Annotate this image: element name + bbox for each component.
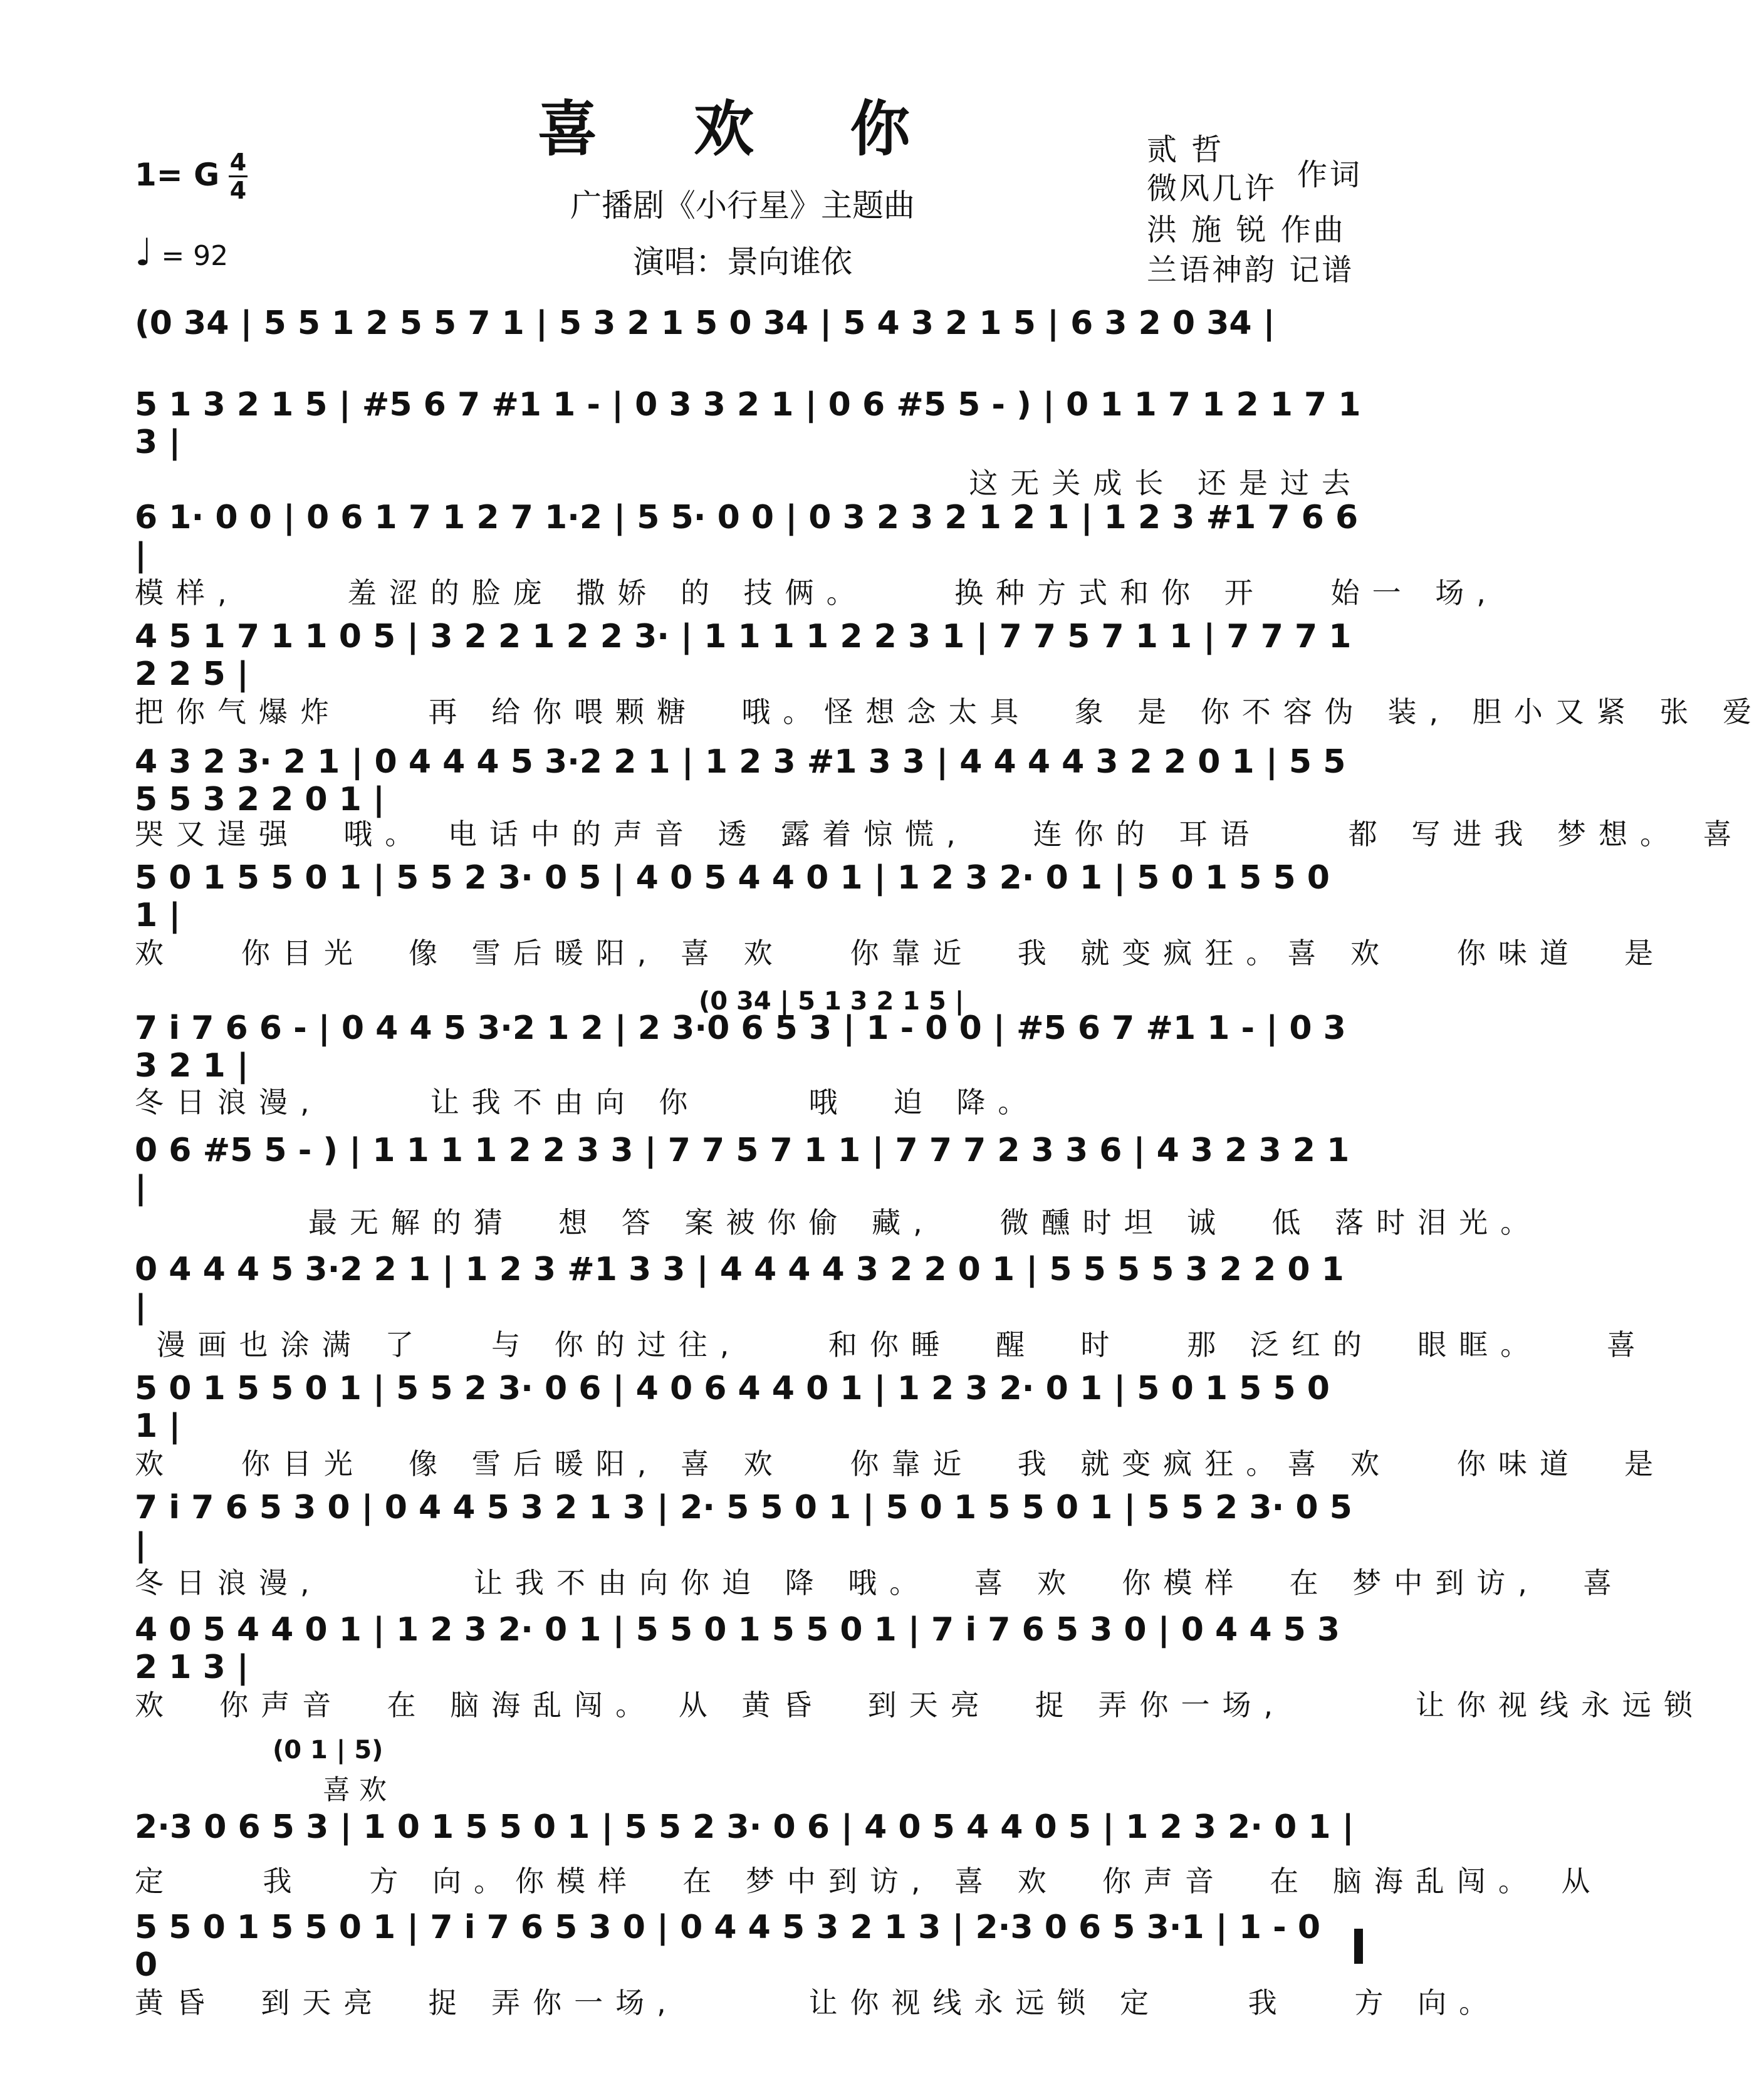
time-signature [226,150,251,202]
notation-line: 5 5 0 1 5 5 0 1 | 7 i 7 6 5 3 0 | 0 4 4 5 3 2 1 3 | 2·3 0 6 5 3·1 | 1 - 0 0 [135,1909,1321,1984]
notation-line: (0 34 | 5 5 1 2 5 5 7 1 | 5 3 2 1 5 0 34 | 5 4 3 2 1 5 | 6 3 2 0 34 | [135,305,1275,342]
lyric-line: 哭又逞强 哦。 电话中的声音 透 露着惊慌, 连你的 耳语 都 写进我 梦想。 喜 [135,817,1745,851]
page-title: 喜 欢 你 [537,93,948,164]
notation-line: 4 0 5 4 4 0 1 | 1 2 3 2· 0 1 | 5 5 0 1 5 5 0 1 | 7 i 7 6 5 3 0 | 0 4 4 5 3 2 1 3 | [135,1611,1340,1686]
notation-line: 2·3 0 6 5 3 | 1 0 1 5 5 0 1 | 5 5 2 3· 0 6 | 4 0 5 4 4 0 5 | 1 2 3 2· 0 1 | [135,1808,1354,1846]
credit-composer: 洪 施 锐 作曲 [1147,212,1346,248]
notation-line: 0 6 #5 5 - ) | 1 1 1 1 2 2 3 3 | 7 7 5 7 1 1 | 7 7 7 2 3 3 6 | 4 3 2 3 2 1 | [135,1132,1350,1207]
auxiliary-notation: (0 1 | 5) [273,1736,384,1765]
lyric-line: 这无关成长 还是过去 [969,466,1363,500]
time-signature-bottom: 4 [229,177,247,204]
lyric-line: 欢 你目光 像 雪后暖阳, 喜 欢 你靠近 我 就变疯狂。喜 欢 你味道 是 [135,1447,1666,1481]
lyric-line: 黄昏 到天亮 捉 弄你一场, 让你视线永远锁 定 我 方 向。 [135,1986,1501,2020]
credit-lyricist-2: 微风几许 [1147,171,1278,206]
lyric-line: 冬日浪漫, 让我不由向你迫 降 哦。 喜 欢 你模样 在 梦中到访, 喜 [135,1566,1625,1600]
key-signature: 1= G [135,157,220,193]
singer: 演唱：景向谁依 [633,244,852,280]
notation-line: 5 0 1 5 5 0 1 | 5 5 2 3· 0 5 | 4 0 5 4 4 0 1 | 1 2 3 2· 0 1 | 5 0 1 5 5 0 1 | [135,859,1330,934]
lyric-line: 欢 你目光 像 雪后暖阳, 喜 欢 你靠近 我 就变疯狂。喜 欢 你味道 是 [135,936,1666,970]
notation-line: 0 4 4 4 5 3·2 2 1 | 1 2 3 #1 3 3 | 4 4 4 4 3 2 2 0 1 | 5 5 5 5 3 2 2 0 1 | [135,1251,1344,1326]
notation-line: 4 3 2 3· 2 1 | 0 4 4 4 5 3·2 2 1 | 1 2 3 #1 3 3 | 4 4 4 4 3 2 2 0 1 | 5 5 5 5 3 2 2 0 1 | [135,743,1346,818]
subtitle: 广播剧《小行星》主题曲 [570,187,915,224]
credit-lyricist-1: 贰 哲 [1147,132,1224,167]
lyric-line: 定 我 方 向。你模样 在 梦中到访, 喜 欢 你声音 在 脑海乱闯。 从 [135,1864,1603,1898]
lyric-line: 最无解的猜 想 答 案被你偷 藏, 微醺时坦 诚 低 落时泪光。 [135,1206,1542,1239]
tempo [135,231,228,274]
lyric-line: 模样, 羞涩的脸庞 撒娇 的 技俩。 换种方式和你 开 始一 场, [135,576,1498,610]
auxiliary-lyric: 喜 欢 [323,1774,387,1806]
lyric-line: 把你气爆炸 再 给你喂颗糖 哦。怪想念太具 象 是 你不容伪 装, 胆小又紧 张 爱 [135,695,1764,729]
tempo-value: = 92 [161,240,229,272]
credit-transcriber: 兰语神韵 记谱 [1147,253,1355,288]
notation-line: 7 i 7 6 5 3 0 | 0 4 4 5 3 2 1 3 | 2· 5 5 0 1 | 5 0 1 5 5 0 1 | 5 5 2 3· 0 5 | [135,1489,1352,1564]
lyric-line: 漫画也涂满 了 与 你的过往, 和你睡 醒 时 那 泛红的 眼眶。 喜 [135,1328,1648,1362]
notation-line: 7 i 7 6 6 - | 0 4 4 5 3·2 1 2 | 2 3·0 6 5 3 | 1 - 0 0 | #5 6 7 #1 1 - | 0 3 3 2 1 | [135,1009,1346,1085]
notation-line: 5 0 1 5 5 0 1 | 5 5 2 3· 0 6 | 4 0 6 4 4 0 1 | 1 2 3 2· 0 1 | 5 0 1 5 5 0 1 | [135,1370,1330,1445]
time-signature-top: 4 [229,149,247,176]
notation-line: 6 1· 0 0 | 0 6 1 7 1 2 7 1·2 | 5 5· 0 0 | 0 3 2 3 2 1 2 1 | 1 2 3 #1 7 6 6 | [135,499,1359,574]
credit-lyricist-role: 作词 [1297,157,1363,192]
quarter-note-icon: ♩ [135,231,153,274]
lyric-line: 冬日浪漫, 让我不由向 你 哦 迫 降。 [135,1085,1040,1119]
notation-line: 4 5 1 7 1 1 0 5 | 3 2 2 1 2 2 3· | 1 1 1 1 2 2 3 1 | 7 7 5 7 1 1 | 7 7 7 1 2 2 5 | [135,618,1352,693]
final-barline [1354,1929,1363,1964]
notation-line: 5 1 3 2 1 5 | #5 6 7 #1 1 - | 0 3 3 2 1 | 0 6 #5 5 - ) | 0 1 1 7 1 2 1 7 1 3 | [135,386,1361,461]
lyric-line: 欢 你声音 在 脑海乱闯。 从 黄昏 到天亮 捉 弄你一场, 让你视线永远锁 [135,1688,1705,1722]
auxiliary-notation: (0 34 | 5 1 3 2 1 5 | [699,987,964,1016]
